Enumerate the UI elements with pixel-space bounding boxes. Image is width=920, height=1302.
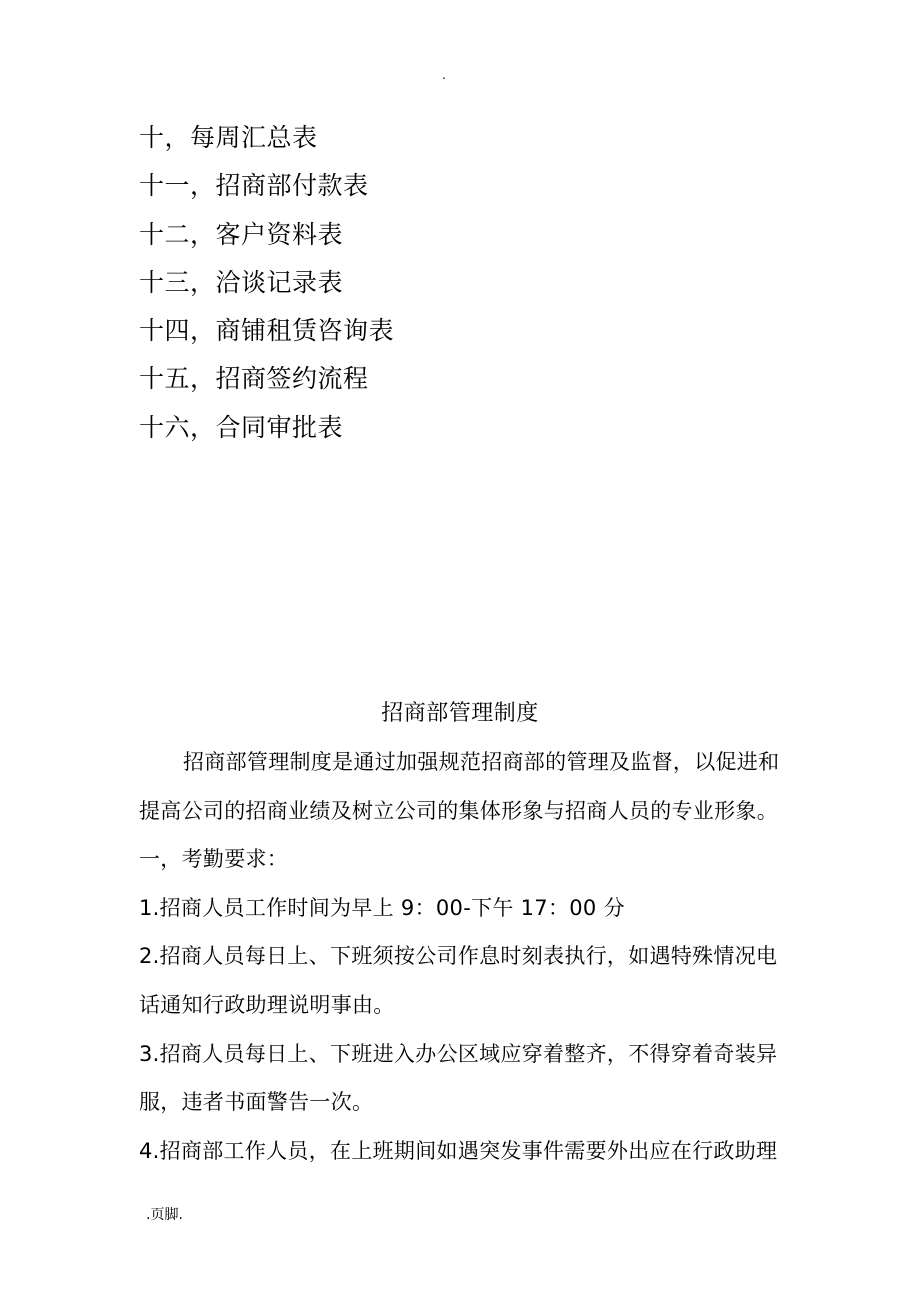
rule-item: 2.招商人员每日上、下班须按公司作息时刻表执行，如遇特殊情况电 [139, 944, 778, 969]
section-body [139, 738, 789, 1175]
toc-item: 十二，客户资料表 [139, 219, 344, 249]
rule-item: 3.招商人员每日上、下班进入办公区域应穿着整齐，不得穿着奇装异 [139, 1041, 778, 1066]
table-of-contents [139, 114, 839, 452]
toc-item: 十五，招商签约流程 [139, 364, 369, 394]
header-mark: . [442, 68, 446, 82]
toc-item: 十一，招商部付款表 [139, 171, 369, 201]
toc-item: 十四，商铺租赁咨询表 [139, 316, 395, 346]
section-title: 招商部管理制度 [381, 701, 539, 726]
toc-item: 十六，合同审批表 [139, 412, 344, 442]
rule-item-continued: 话通知行政助理说明事由。 [139, 992, 395, 1017]
page-footer: .页脚. [146, 1207, 183, 1223]
rule-item: 4.招商部工作人员，在上班期间如遇突发事件需要外出应在行政助理 [139, 1138, 778, 1163]
rule-item-continued: 服，违者书面警告一次。 [139, 1090, 374, 1115]
toc-item: 十，每周汇总表 [139, 123, 318, 152]
intro-paragraph-line: 招商部管理制度是通过加强规范招商部的管理及监督，以促进和 [183, 750, 780, 774]
toc-item: 十三，洽谈记录表 [139, 267, 344, 297]
subsection-heading: 一，考勤要求： [139, 847, 289, 872]
intro-paragraph-line: 提高公司的招商业绩及树立公司的集体形象与招商人员的专业形象。 [139, 798, 778, 823]
rule-item: 1.招商人员工作时间为早上 9：00-下午 17：00 分 [139, 895, 625, 920]
